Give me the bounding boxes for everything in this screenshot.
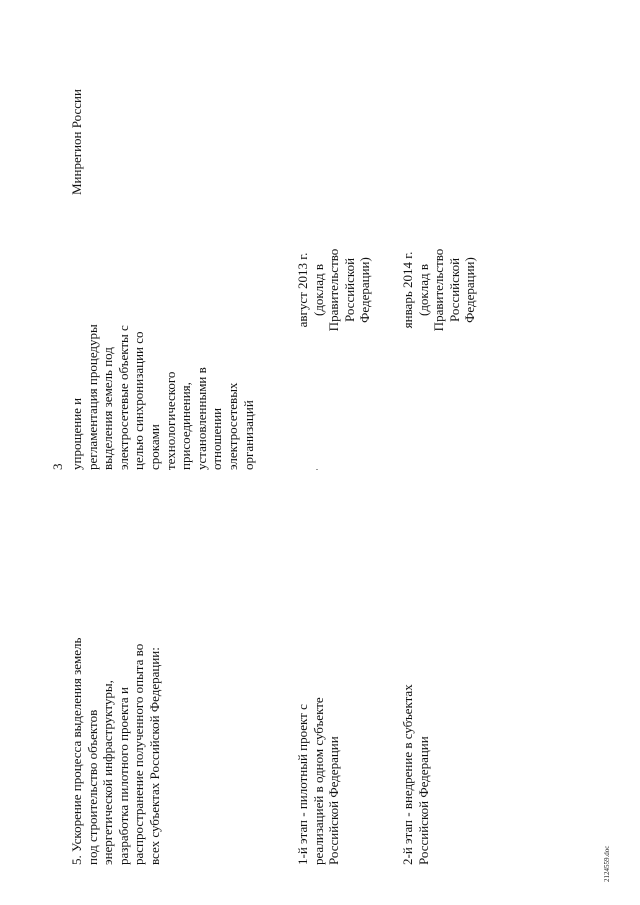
item-title: 5. Ускорение процесса выделения земель под строительство объектов энергетической инфраструктуры, разработка пилотного проекта и распространение полученного опыта во всех субъектах Российской Федерации: — [69, 637, 162, 865]
stage-2-deadline: январь 2014 г. (доклад в Правительство Российской Федерации) — [400, 248, 478, 332]
footer-filename: 2124559.doc — [603, 845, 611, 882]
page-number: 3 — [50, 463, 65, 470]
stage-2-label: 2-й этап - внедрение в субъектах Российской Федерации — [400, 684, 431, 865]
scan-mark — [316, 469, 318, 470]
stage-1-deadline: август 2013 г. (доклад в Правительство Российской Федерации) — [295, 248, 373, 332]
responsible-body: Минрегион России — [69, 89, 84, 195]
item-result: упрощение и регламентация процедуры выделения земель под электросетевые объекты с целью синхронизации со сроками технологического присоединения, установленными в отношении электросетевых организаций — [69, 324, 256, 470]
stage-1-label: 1-й этап - пилотный проект с реализацией в одном субъекте Российской Федерации — [295, 697, 342, 865]
